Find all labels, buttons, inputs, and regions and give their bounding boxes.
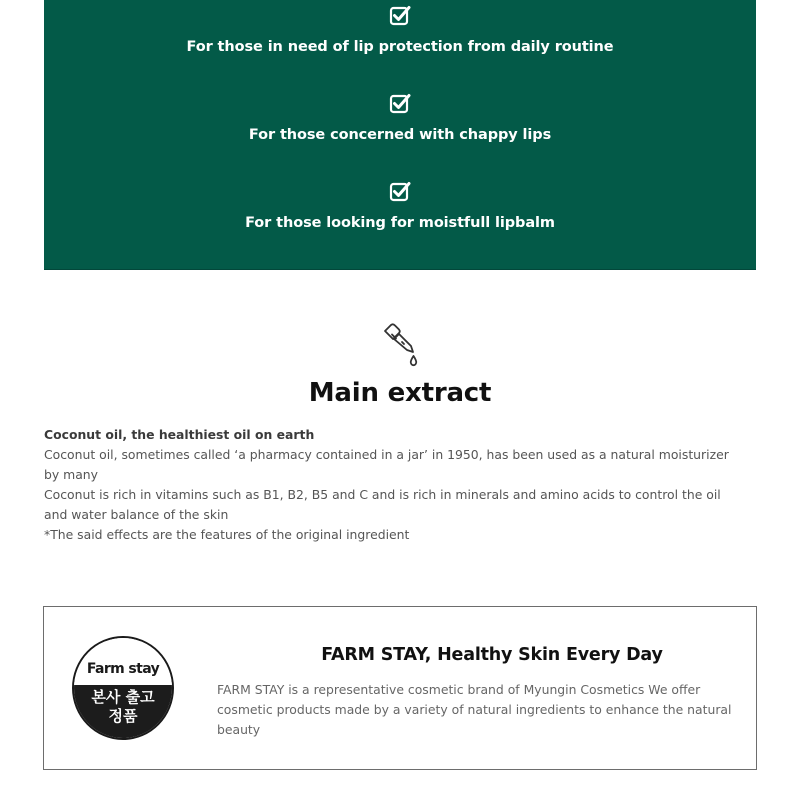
benefit-label: For those in need of lip protection from daily routine	[186, 39, 614, 55]
authentic-product-badge	[72, 636, 174, 740]
brand-logo: Farm stay	[86, 661, 160, 677]
badge-text-line1: 본사 출고	[91, 688, 155, 706]
benefits-panel	[44, 0, 756, 270]
extract-paragraph: Coconut oil, sometimes called ‘a pharmacy contained in a jar’ in 1950, has been used as a natural moisturizer by many	[44, 447, 729, 482]
extract-disclaimer: *The said effects are the features of the original ingredient	[44, 527, 410, 542]
benefit-item	[44, 4, 756, 55]
benefit-label: For those concerned with chappy lips	[248, 127, 552, 143]
benefit-item	[44, 180, 756, 231]
extract-paragraph: Coconut is rich in vitamins such as B1, B2, B5 and C and is rich in minerals and amino acids to control the oil and water balance of the skin	[44, 487, 721, 522]
checkbox-checked-icon	[389, 4, 411, 26]
extract-heading: Coconut oil, the healthiest oil on earth	[44, 427, 315, 442]
brand-description: FARM STAY is a representative cosmetic brand of Myungin Cosmetics We offer cosmetic products made by a variety of natural ingredients to enhance the natural beauty	[217, 682, 732, 737]
brand-title: FARM STAY, Healthy Skin Every Day	[321, 645, 663, 665]
extract-description	[44, 425, 744, 545]
dropper-icon	[380, 322, 420, 370]
checkbox-checked-icon	[389, 92, 411, 114]
checkbox-checked-icon	[389, 180, 411, 202]
badge-text-line2: 정품	[108, 707, 138, 725]
benefit-label: For those looking for moistfull lipbalm	[245, 215, 555, 231]
badge-top	[74, 638, 172, 685]
brand-info-box	[43, 606, 757, 770]
benefit-item	[44, 92, 756, 143]
badge-bottom	[74, 685, 172, 740]
section-title: Main extract	[308, 378, 492, 408]
